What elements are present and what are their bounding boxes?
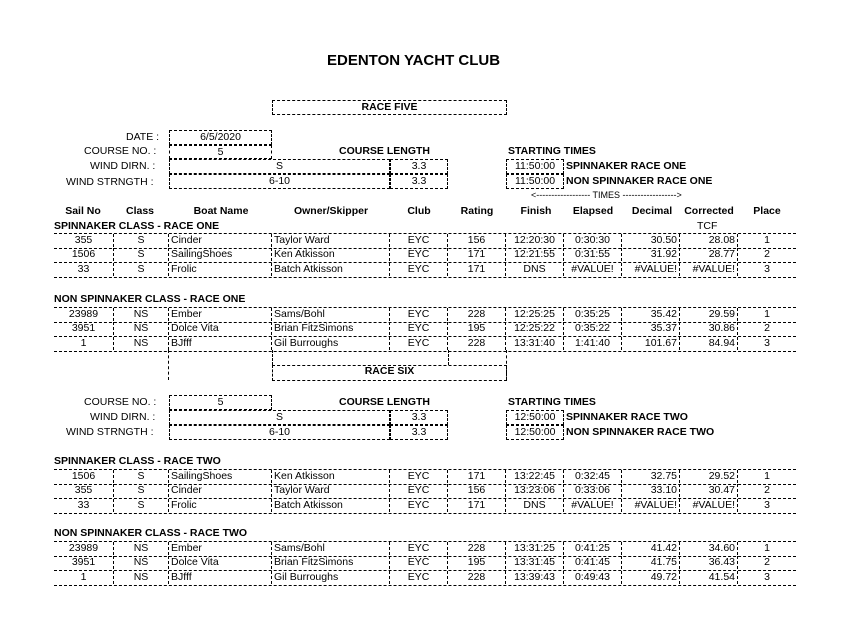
date-field: 6/5/2020 (169, 130, 272, 145)
cell-owner-skipper: Taylor Ward (272, 234, 390, 247)
header-place: Place (753, 205, 781, 217)
cell-finish: DNS (506, 499, 564, 512)
cell-class: NS (114, 542, 169, 555)
cell-corrected: 29.59 (680, 308, 738, 321)
start-time-1: 12:50:00 (506, 410, 564, 425)
header-elapsed: Elapsed (572, 205, 614, 217)
cell-elapsed: 0:30:30 (564, 234, 622, 247)
cell-owner-skipper: Taylor Ward (272, 484, 390, 497)
course-length-label: COURSE LENGTH (339, 145, 431, 157)
cell-corrected: 29.52 (680, 470, 738, 483)
cell-finish: 12:25:22 (506, 322, 564, 335)
course-no-field: 5 (169, 395, 272, 410)
table-row (54, 322, 796, 337)
cell-sail-no: 355 (54, 484, 114, 497)
cell-decimal: 41.42 (622, 542, 680, 555)
cell-club: EYC (390, 542, 448, 555)
start-time-2: 12:50:00 (506, 425, 564, 440)
cell-elapsed: #VALUE! (564, 263, 622, 276)
cell-finish: 13:31:25 (506, 542, 564, 555)
table-row (54, 541, 796, 557)
cell-place: 1 (764, 234, 770, 246)
course-no-label: COURSE NO. : (84, 396, 157, 408)
cell-class: S (114, 248, 169, 261)
cell-rating: 156 (448, 484, 506, 497)
wind-strength-label: WIND STRNGTH : (66, 426, 154, 438)
start-name-2: NON SPINNAKER RACE TWO (566, 426, 715, 438)
wind-dirn-field: S (169, 159, 390, 174)
cell-elapsed: 0:33:06 (564, 484, 622, 497)
course-length-2: 3.3 (390, 174, 448, 189)
header-decimal: Decimal (631, 205, 673, 217)
cell-boat-name: Ember (169, 542, 272, 555)
course-no-field: 5 (169, 145, 272, 159)
cell-class: NS (114, 337, 169, 350)
cell-class: NS (114, 571, 169, 584)
cell-boat-name: Dolce Vita (169, 556, 272, 569)
start-name-1: SPINNAKER RACE TWO (566, 411, 688, 423)
cell-decimal: 31.92 (622, 248, 680, 261)
cell-elapsed: 0:32:45 (564, 470, 622, 483)
cell-place: 3 (764, 499, 770, 511)
cell-boat-name: Cinder (169, 234, 272, 247)
cell-owner-skipper: Brian FitzSimons (272, 322, 390, 335)
cell-rating: 195 (448, 322, 506, 335)
cell-sail-no: 1 (54, 571, 114, 584)
header-corrected: Corrected (684, 205, 734, 217)
cell-corrected: 84.94 (680, 337, 738, 350)
start-name-2: NON SPINNAKER RACE ONE (566, 175, 713, 187)
cell-sail-no: 3951 (54, 556, 114, 569)
cell-boat-name: Frolic (169, 263, 272, 276)
cell-finish: 12:21:55 (506, 248, 564, 261)
cell-decimal: 35.42 (622, 308, 680, 321)
cell-class: NS (114, 322, 169, 335)
cell-rating: 228 (448, 542, 506, 555)
cell-owner-skipper: Ken Atkisson (272, 248, 390, 261)
cell-owner-skipper: Batch Atkisson (272, 499, 390, 512)
cell-club: EYC (390, 556, 448, 569)
table-row (54, 248, 796, 263)
cell-boat-name: BJfff (169, 571, 272, 584)
cell-decimal: 49.72 (622, 571, 680, 584)
race-six-label: RACE SIX (272, 365, 507, 381)
cell-owner-skipper: Ken Atkisson (272, 470, 390, 483)
cell-rating: 156 (448, 234, 506, 247)
cell-class: S (114, 234, 169, 247)
cell-boat-name: Ember (169, 308, 272, 321)
cell-club: EYC (390, 308, 448, 321)
start-time-1: 11:50:00 (506, 159, 564, 174)
cell-elapsed: 0:41:25 (564, 542, 622, 555)
cell-corrected: #VALUE! (680, 263, 738, 276)
cell-sail-no: 3951 (54, 322, 114, 335)
cell-place: 2 (764, 556, 770, 568)
page-title: EDENTON YACHT CLUB (327, 52, 501, 69)
cell-sail-no: 1 (54, 337, 114, 350)
starting-times-label: STARTING TIMES (508, 396, 596, 408)
wind-strength-field: 6-10 (169, 174, 390, 189)
cell-sail-no: 355 (54, 234, 114, 247)
cell-corrected: 41.54 (680, 571, 738, 584)
table-row (54, 337, 796, 352)
cell-club: EYC (390, 499, 448, 512)
tcf-label: TCF (697, 220, 718, 232)
cell-class: S (114, 470, 169, 483)
wind-strength-label: WIND STRNGTH : (66, 176, 154, 188)
cell-class: NS (114, 308, 169, 321)
wind-dirn-field: S (169, 410, 390, 425)
cell-elapsed: 0:35:22 (564, 322, 622, 335)
cell-rating: 228 (448, 308, 506, 321)
header-class: Class (125, 205, 155, 217)
cell-corrected: 28.08 (680, 234, 738, 247)
times-label: <------------------ TIMES ------------------> (531, 190, 682, 200)
section-nonspin-race1: NON SPINNAKER CLASS - RACE ONE (54, 293, 246, 305)
table-row (54, 556, 796, 571)
cell-elapsed: 0:35:25 (564, 308, 622, 321)
cell-place: 1 (764, 308, 770, 320)
cell-class: NS (114, 556, 169, 569)
cell-owner-skipper: Batch Atkisson (272, 263, 390, 276)
table-row (54, 307, 796, 323)
cell-finish: DNS (506, 263, 564, 276)
cell-club: EYC (390, 263, 448, 276)
cell-boat-name: BJfff (169, 337, 272, 350)
cell-rating: 171 (448, 248, 506, 261)
cell-decimal: 35.37 (622, 322, 680, 335)
table-row (54, 233, 796, 249)
section-spin-race2: SPINNAKER CLASS - RACE TWO (54, 455, 221, 467)
cell-owner-skipper: Sams/Bohl (272, 308, 390, 321)
section-spin-race1: SPINNAKER CLASS - RACE ONE (54, 220, 220, 232)
cell-decimal: 30.50 (622, 234, 680, 247)
cell-finish: 13:31:45 (506, 556, 564, 569)
cell-elapsed: 0:31:55 (564, 248, 622, 261)
table-row (54, 499, 796, 514)
divider (448, 350, 449, 365)
cell-place: 3 (764, 337, 770, 349)
cell-finish: 13:22:45 (506, 470, 564, 483)
table-row (54, 469, 796, 485)
cell-club: EYC (390, 248, 448, 261)
date-label: DATE : (126, 131, 160, 143)
cell-corrected: 30.86 (680, 322, 738, 335)
cell-class: S (114, 499, 169, 512)
cell-sail-no: 1506 (54, 248, 114, 261)
cell-boat-name: Cinder (169, 484, 272, 497)
header-rating: Rating (460, 205, 494, 217)
cell-corrected: #VALUE! (680, 499, 738, 512)
header-finish: Finish (520, 205, 552, 217)
cell-elapsed: #VALUE! (564, 499, 622, 512)
header-sail-no: Sail No (65, 205, 101, 217)
cell-finish: 13:39:43 (506, 571, 564, 584)
cell-place: 1 (764, 542, 770, 554)
cell-corrected: 34.60 (680, 542, 738, 555)
cell-finish: 13:23:06 (506, 484, 564, 497)
cell-club: EYC (390, 571, 448, 584)
cell-club: EYC (390, 484, 448, 497)
cell-finish: 12:25:25 (506, 308, 564, 321)
cell-club: EYC (390, 470, 448, 483)
cell-corrected: 30.47 (680, 484, 738, 497)
course-length-label: COURSE LENGTH (339, 396, 431, 408)
cell-rating: 228 (448, 337, 506, 350)
race-five-label: RACE FIVE (272, 100, 507, 115)
cell-owner-skipper: Gil Burroughs (272, 337, 390, 350)
cell-elapsed: 0:41:45 (564, 556, 622, 569)
cell-corrected: 36.43 (680, 556, 738, 569)
cell-corrected: 28.77 (680, 248, 738, 261)
cell-decimal: #VALUE! (622, 499, 680, 512)
cell-boat-name: SailingShoes (169, 470, 272, 483)
cell-club: EYC (390, 337, 448, 350)
cell-place: 3 (764, 263, 770, 275)
cell-place: 3 (764, 571, 770, 583)
cell-club: EYC (390, 322, 448, 335)
course-no-label: COURSE NO. : (84, 145, 157, 157)
starting-times-label: STARTING TIMES (508, 145, 596, 157)
cell-finish: 13:31:40 (506, 337, 564, 350)
wind-dirn-label: WIND DIRN. : (90, 411, 156, 423)
cell-club: EYC (390, 234, 448, 247)
wind-dirn-label: WIND DIRN. : (90, 160, 156, 172)
table-row (54, 571, 796, 586)
header-club: Club (407, 205, 431, 217)
cell-sail-no: 33 (54, 499, 114, 512)
course-length-1: 3.3 (390, 159, 448, 174)
cell-class: S (114, 263, 169, 276)
cell-decimal: 32.75 (622, 470, 680, 483)
start-time-2: 11:50:00 (506, 174, 564, 189)
cell-place: 2 (764, 322, 770, 334)
wind-strength-field: 6-10 (169, 425, 390, 440)
cell-rating: 171 (448, 499, 506, 512)
cell-class: S (114, 484, 169, 497)
cell-sail-no: 33 (54, 263, 114, 276)
cell-boat-name: Dolce Vita (169, 322, 272, 335)
cell-place: 2 (764, 484, 770, 496)
divider (272, 350, 273, 365)
cell-decimal: 41.75 (622, 556, 680, 569)
cell-elapsed: 1:41:40 (564, 337, 622, 350)
cell-owner-skipper: Gil Burroughs (272, 571, 390, 584)
cell-decimal: 101.67 (622, 337, 680, 350)
header-owner-skipper: Owner/Skipper (293, 205, 369, 217)
course-length-1: 3.3 (390, 410, 448, 425)
cell-rating: 171 (448, 470, 506, 483)
cell-sail-no: 1506 (54, 470, 114, 483)
cell-elapsed: 0:49:43 (564, 571, 622, 584)
cell-place: 2 (764, 248, 770, 260)
cell-rating: 228 (448, 571, 506, 584)
section-nonspin-race2: NON SPINNAKER CLASS - RACE TWO (54, 527, 248, 539)
cell-rating: 171 (448, 263, 506, 276)
cell-sail-no: 23989 (54, 308, 114, 321)
table-row (54, 484, 796, 499)
cell-finish: 12:20:30 (506, 234, 564, 247)
cell-owner-skipper: Sams/Bohl (272, 542, 390, 555)
cell-decimal: #VALUE! (622, 263, 680, 276)
cell-decimal: 33.10 (622, 484, 680, 497)
cell-place: 1 (764, 470, 770, 482)
divider (168, 350, 169, 380)
course-length-2: 3.3 (390, 425, 448, 440)
header-boat-name: Boat Name (193, 205, 249, 217)
cell-rating: 195 (448, 556, 506, 569)
cell-sail-no: 23989 (54, 542, 114, 555)
cell-boat-name: Frolic (169, 499, 272, 512)
cell-boat-name: SailingShoes (169, 248, 272, 261)
cell-owner-skipper: Brian FitzSimons (272, 556, 390, 569)
table-row (54, 263, 796, 278)
start-name-1: SPINNAKER RACE ONE (566, 160, 687, 172)
